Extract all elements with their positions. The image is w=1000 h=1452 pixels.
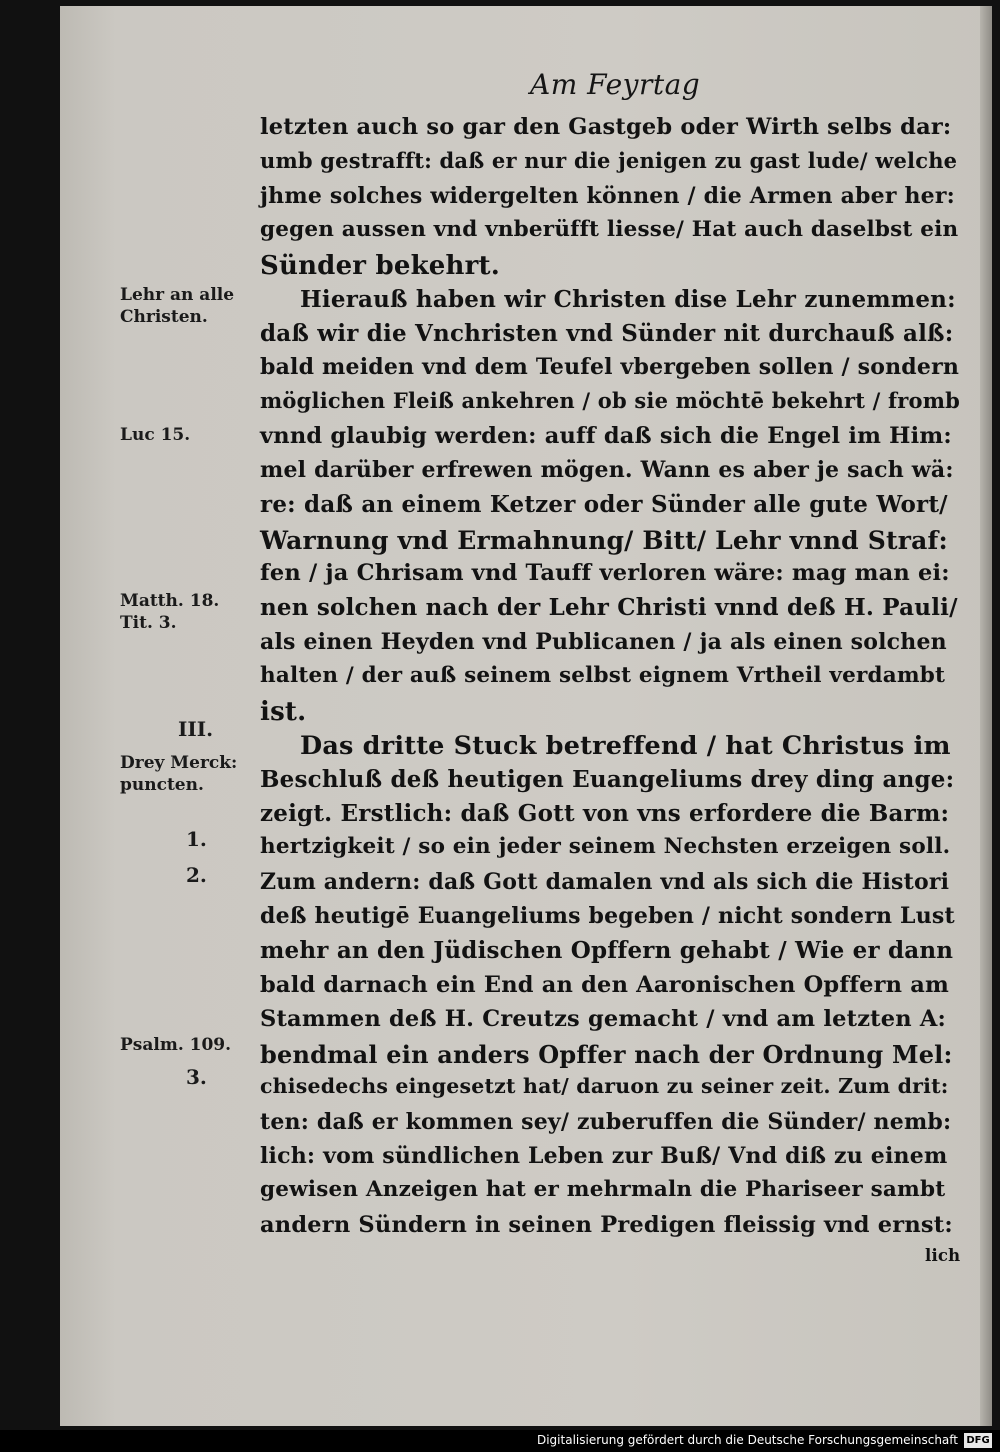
text-line: vnnd glaubig werden: auff daß sich die Engel im Him: [260, 422, 952, 449]
text-line: möglichen Fleiß ankehren / ob sie möchtē bekehrt / fromb [260, 388, 961, 414]
text-line: Hierauß haben wir Christen dise Lehr zunemmen: [300, 285, 956, 313]
text-line: bald meiden vnd dem Teufel vbergeben sollen / sondern [260, 354, 960, 381]
text-line: mel darüber erfrewen mögen. Wann es aber je sach wä: [260, 457, 954, 483]
dfg-logo-icon: DFG [964, 1433, 992, 1448]
margin-note-psalm [120, 1034, 260, 1056]
text-line: mehr an den Jüdischen Opffern gehabt / Wie er dann [260, 937, 954, 965]
margin-note-luc [120, 424, 260, 446]
margin-note-line: Luc 15. [120, 425, 191, 445]
margin-note-drey [120, 752, 260, 796]
text-line: hertzigkeit / so ein jeder seinem Nechsten erzeigen soll. [260, 834, 951, 860]
margin-note-line: Tit. 3. [120, 613, 177, 633]
book-page [60, 6, 992, 1426]
text-line: bendmal ein anders Opffer nach der Ordnung Mel: [260, 1040, 953, 1070]
margin-note-two [186, 864, 326, 886]
text-line: nen solchen nach der Lehr Christi vnnd deß H. Pauli/ [260, 594, 958, 622]
page-edge [980, 6, 992, 1426]
footer-credit: Digitalisierung gefördert durch die Deutsche Forschungsgemeinschaft [536, 1433, 958, 1447]
text-line: lich: vom sündlichen Leben zur Buß/ Vnd diß zu einem [260, 1143, 948, 1169]
text-line: fen / ja Chrisam vnd Tauff verloren wäre: mag man ei: [260, 559, 950, 586]
text-line: bald darnach ein End an den Aaronischen Opffern am [260, 971, 950, 998]
text-line: lich [925, 1245, 961, 1265]
text-line: Beschluß deß heutigen Euangeliums drey ding ange: [260, 765, 955, 793]
margin-note-line: 3. [186, 1065, 207, 1089]
text-line: ist. [260, 697, 307, 728]
text-line: chisedechs eingesetzt hat/ daruon zu seiner zeit. Zum drit: [260, 1074, 949, 1099]
margin-note-line: III. [178, 717, 214, 741]
footer-bar [0, 1430, 1000, 1452]
text-line: Zum andern: daß Gott damalen vnd als sich die Histori [260, 868, 950, 895]
text-line: als einen Heyden vnd Publicanen / ja als einen solchen [260, 628, 947, 655]
margin-note-lehr [120, 284, 260, 328]
margin-note-roman-three [178, 718, 318, 740]
margin-note-line: Psalm. 109. [120, 1035, 232, 1055]
margin-note-one [186, 828, 326, 850]
text-line: Das dritte Stuck betreffend / hat Christus im [300, 731, 951, 762]
margin-note-line: 2. [186, 863, 207, 887]
text-line: gegen aussen vnd vnberüfft liesse/ Hat auch daselbst ein [260, 216, 959, 242]
text-line: letzten auch so gar den Gastgeb oder Wirth selbs dar: [260, 114, 952, 140]
margin-note-line: puncten. [120, 775, 204, 795]
text-line: ten: daß er kommen sey/ zuberuffen die Sünder/ nemb: [260, 1108, 952, 1135]
text-line: deß heutigē Euangeliums begeben / nicht sondern Lust [260, 902, 955, 929]
text-line: jhme solches widergelten können / die Armen aber her: [260, 182, 955, 209]
running-title: Am Feyrtag [530, 68, 701, 101]
text-line: andern Sündern in seinen Predigen fleissig vnd ernst: [260, 1211, 953, 1238]
text-line: daß wir die Vnchristen vnd Sünder nit durchauß alß: [260, 319, 954, 347]
margin-note-line: Drey Merck: [120, 753, 238, 773]
text-line: halten / der auß seinem selbst eignem Vrtheil verdambt [260, 662, 946, 688]
margin-note-line: Lehr an alle [120, 285, 235, 305]
text-line: Sünder bekehrt. [260, 251, 500, 282]
margin-note-line: Matth. 18. [120, 591, 220, 611]
text-line: Warnung vnd Ermahnung/ Bitt/ Lehr vnnd Straf: [260, 525, 948, 555]
text-line: Stammen deß H. Creutzs gemacht / vnd am letzten A: [260, 1005, 947, 1032]
text-line: gewisen Anzeigen hat er mehrmaln die Phariseer sambt [260, 1177, 946, 1203]
text-line: umb gestrafft: daß er nur die jenigen zu gast lude/ welche [260, 148, 958, 174]
margin-note-line: 1. [186, 827, 207, 851]
text-line: zeigt. Erstlich: daß Gott von vns erfordere die Barm: [260, 800, 950, 827]
margin-note-three [186, 1066, 326, 1088]
text-line: re: daß an einem Ketzer oder Sünder alle gute Wort/ [260, 491, 948, 519]
margin-note-matth [120, 590, 260, 634]
margin-note-line: Christen. [120, 307, 208, 327]
